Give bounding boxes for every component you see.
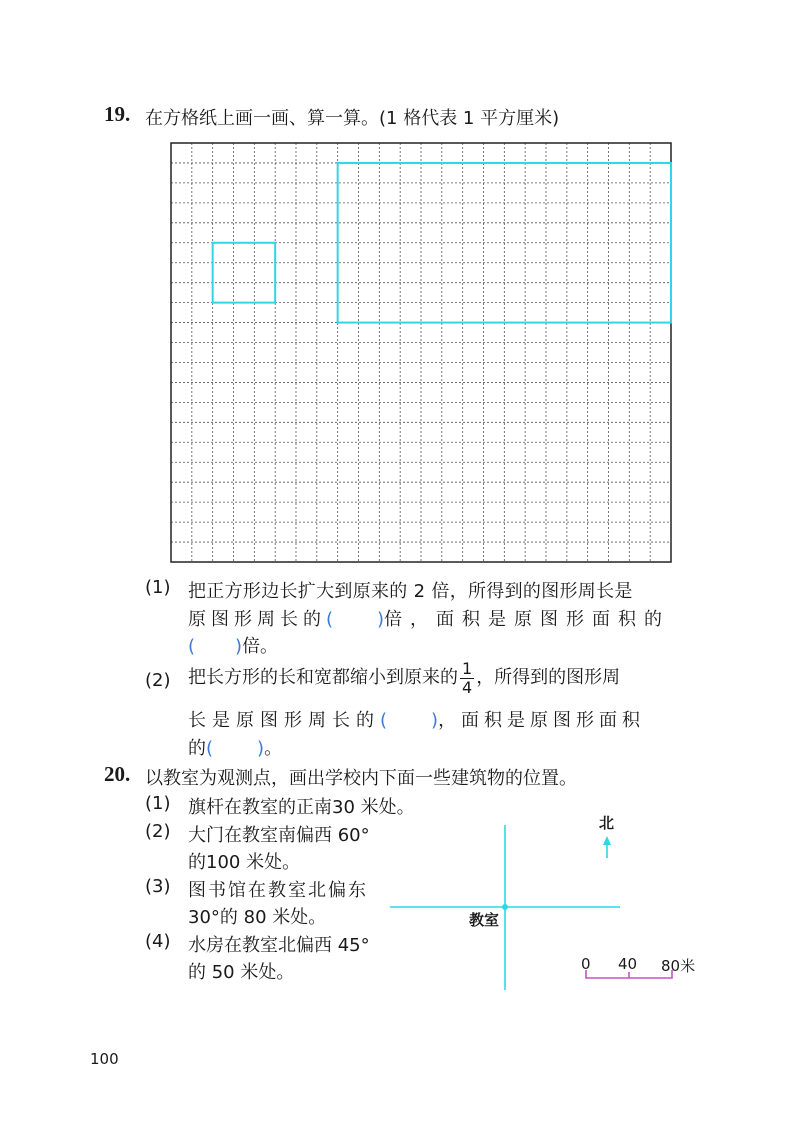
paren-open: ( [188, 636, 196, 657]
paren-close: ) [377, 609, 385, 630]
q19-part1-line3 [188, 632, 278, 658]
question-19-instruction: 在方格纸上画一画、算一算。(1 格代表 1 平方厘米) [145, 108, 560, 129]
q19-part2-line1-text: 把长方形的长和宽都缩小到原来的 [188, 667, 458, 688]
q20-item2-label: (2) [145, 821, 171, 842]
q19-part2-line3 [188, 734, 282, 760]
q20-item3-label: (3) [145, 876, 171, 897]
q19-part2-line1 [188, 658, 620, 698]
q19-part2-line1-rest: ，所得到的图形周 [476, 667, 621, 688]
scale-label-0: 0 [581, 955, 591, 973]
q20-item1-label: (1) [145, 793, 171, 814]
q19-part1-line2-rest: 倍，面积是原图形面积的 [384, 609, 671, 630]
answer-blank-4[interactable] [206, 738, 264, 759]
answer-blank-3[interactable] [380, 710, 438, 731]
q20-item1-text: 旗杆在教室的正南30 米处。 [188, 797, 415, 818]
q20-item3-line1: 图书馆在教室北偏东 [188, 880, 368, 901]
paren-open: ( [206, 738, 214, 759]
q20-item3-line2: 30°的 80 米处。 [188, 907, 327, 928]
q20-item4-label: (4) [145, 931, 171, 952]
q19-part1-line3-text: 倍。 [242, 636, 279, 657]
q19-part2-line2-rest: ，面积是原图形面积 [438, 710, 646, 731]
square-shape [213, 243, 276, 303]
paren-open: ( [380, 710, 388, 731]
question-19-number: 19. [104, 102, 131, 126]
question-20-number: 20. [104, 762, 131, 786]
q19-part1-label: (1) [145, 577, 171, 598]
grid-lines [171, 143, 671, 562]
q20-item4-line2: 的 50 米处。 [188, 962, 295, 983]
scale-label-80: 80米 [661, 957, 696, 975]
q20-item4-line1: 水房在教室北偏西 45° [188, 935, 370, 956]
classroom-label: 教室 [469, 911, 500, 929]
q20-item2-line1: 大门在教室南偏西 60° [188, 825, 370, 846]
paren-open: ( [326, 609, 334, 630]
direction-diagram[interactable] [385, 810, 705, 1000]
north-label: 北 [599, 814, 615, 832]
page-number: 100 [90, 1050, 119, 1068]
paren-close: ) [257, 738, 265, 759]
north-arrow-icon [603, 836, 611, 858]
q19-part1-line1: 把正方形边长扩大到原来的 2 倍，所得到的图形周长是 [188, 581, 633, 602]
grid-paper[interactable] [170, 142, 674, 566]
q19-part2-line3-text: 的 [188, 738, 206, 759]
fraction-denominator: 4 [462, 677, 473, 697]
question-20-instruction: 以教室为观测点，画出学校内下面一些建筑物的位置。 [145, 768, 577, 789]
fraction-numerator: 1 [462, 658, 473, 678]
q19-part1-line2 [188, 605, 670, 631]
scale-label-40: 40 [618, 955, 638, 973]
paren-close: ) [235, 636, 243, 657]
q19-part2-line2 [188, 706, 645, 732]
q19-part2-line2-text: 长是原图形周长的 [188, 710, 380, 731]
fraction-one-quarter [460, 660, 474, 697]
observation-point [502, 904, 508, 910]
q19-part1-line2-text: 原图形周长的 [188, 609, 326, 630]
answer-blank-2[interactable] [188, 636, 242, 657]
grid-shapes [213, 163, 671, 323]
q20-item2-line2: 的100 米处。 [188, 852, 301, 873]
q19-part2-line3-rest: 。 [264, 738, 283, 759]
answer-blank-1[interactable] [326, 609, 384, 630]
paren-close: ) [431, 710, 439, 731]
q19-part2-label: (2) [145, 670, 171, 691]
